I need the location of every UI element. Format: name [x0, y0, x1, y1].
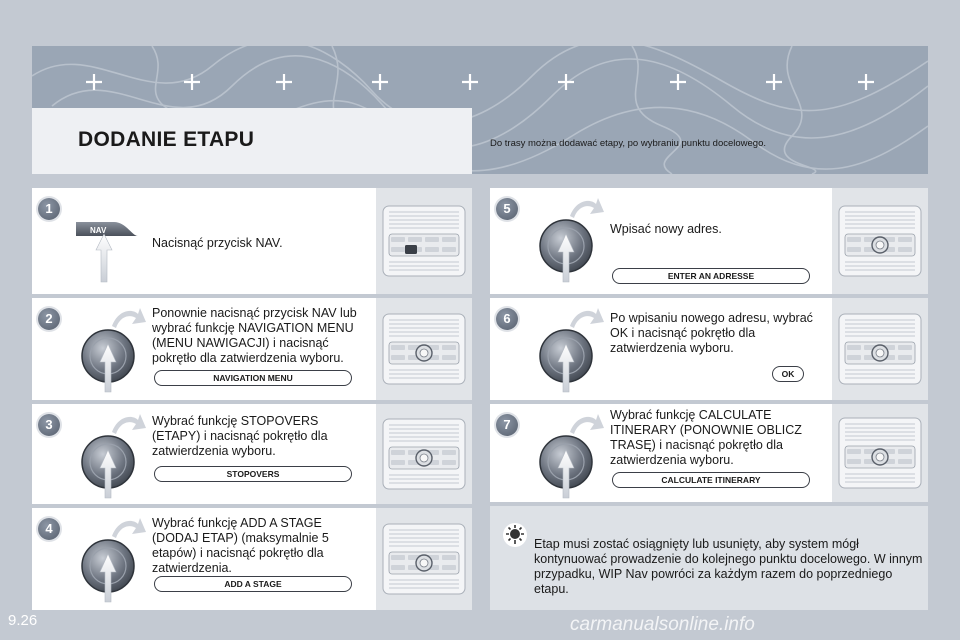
watermark: carmanualsonline.info [570, 614, 755, 635]
step-number-badge: 1 [38, 198, 60, 220]
menu-option-button[interactable]: NAVIGATION MENU [154, 370, 352, 386]
step-number-badge: 2 [38, 308, 60, 330]
tip-text: Etap musi zostać osiągnięty lub usunięty, aby system mógł kontynuować prowadzenie do kolejnego punktu docelowego. W innym przypadku, WIP Nav powróci za każdym razem do poprzedniego etapu. [534, 537, 923, 596]
menu-option-button[interactable]: CALCULATE ITINERARY [612, 472, 810, 488]
nav-key-icon [74, 196, 154, 291]
step-text: Wybrać funkcję STOPOVERS (ETAPY) i nacisnąć pokrętło dla zatwierdzenia wyboru. [152, 414, 328, 458]
radio-panel-illustration [832, 188, 928, 294]
intro-text: Do trasy można dodawać etapy, po wybraniu punktu docelowego. [490, 138, 767, 149]
page-title: DODANIE ETAPU [78, 128, 255, 151]
step-text: Po wpisaniu nowego adresu, wybrać OK i nacisnąć pokrętło dla zatwierdzenia wyboru. [610, 311, 813, 355]
step-text: Wybrać funkcję CALCULATE ITINERARY (PONOWNIE OBLICZ TRASĘ) i nacisnąć pokrętło dla zatwierdzenia wyboru. [610, 408, 802, 467]
step-text: Nacisnąć przycisk NAV. [152, 236, 283, 250]
menu-option-button[interactable]: ENTER AN ADRESSE [612, 268, 810, 284]
step-number-badge: 7 [496, 414, 518, 436]
rotary-knob-icon [74, 410, 154, 505]
step-text: Wybrać funkcję ADD A STAGE (DODAJ ETAP) (maksymalnie 5 etapów) i nacisnąć pokrętło dla zatwierdzenia. [152, 516, 329, 575]
step-number-badge: 3 [38, 414, 60, 436]
step-number-badge: 6 [496, 308, 518, 330]
rotary-knob-icon [532, 194, 612, 289]
radio-panel-illustration [832, 404, 928, 502]
page-number: 9.26 [8, 612, 38, 629]
rotary-knob-icon [74, 514, 154, 609]
step-number-badge: 5 [496, 198, 518, 220]
menu-option-button[interactable]: OK [772, 366, 804, 382]
lightbulb-icon [502, 522, 528, 548]
radio-panel-illustration [376, 188, 472, 294]
radio-panel-illustration [376, 404, 472, 504]
rotary-knob-icon [532, 410, 612, 505]
step-text: Ponownie nacisnąć przycisk NAV lub wybrać funkcję NAVIGATION MENU (MENU NAWIGACJI) i nacisnąć pokrętło dla zatwierdzenia wyboru. [152, 306, 357, 365]
rotary-knob-icon [74, 304, 154, 399]
radio-panel-illustration [832, 298, 928, 400]
step-text: Wpisać nowy adres. [610, 222, 722, 236]
menu-option-button[interactable]: STOPOVERS [154, 466, 352, 482]
rotary-knob-icon [532, 304, 612, 399]
svg-text:NAV: NAV [90, 226, 107, 235]
radio-panel-illustration [376, 508, 472, 610]
radio-panel-illustration [376, 298, 472, 400]
step-number-badge: 4 [38, 518, 60, 540]
menu-option-button[interactable]: ADD A STAGE [154, 576, 352, 592]
plus-decorations [86, 74, 874, 90]
